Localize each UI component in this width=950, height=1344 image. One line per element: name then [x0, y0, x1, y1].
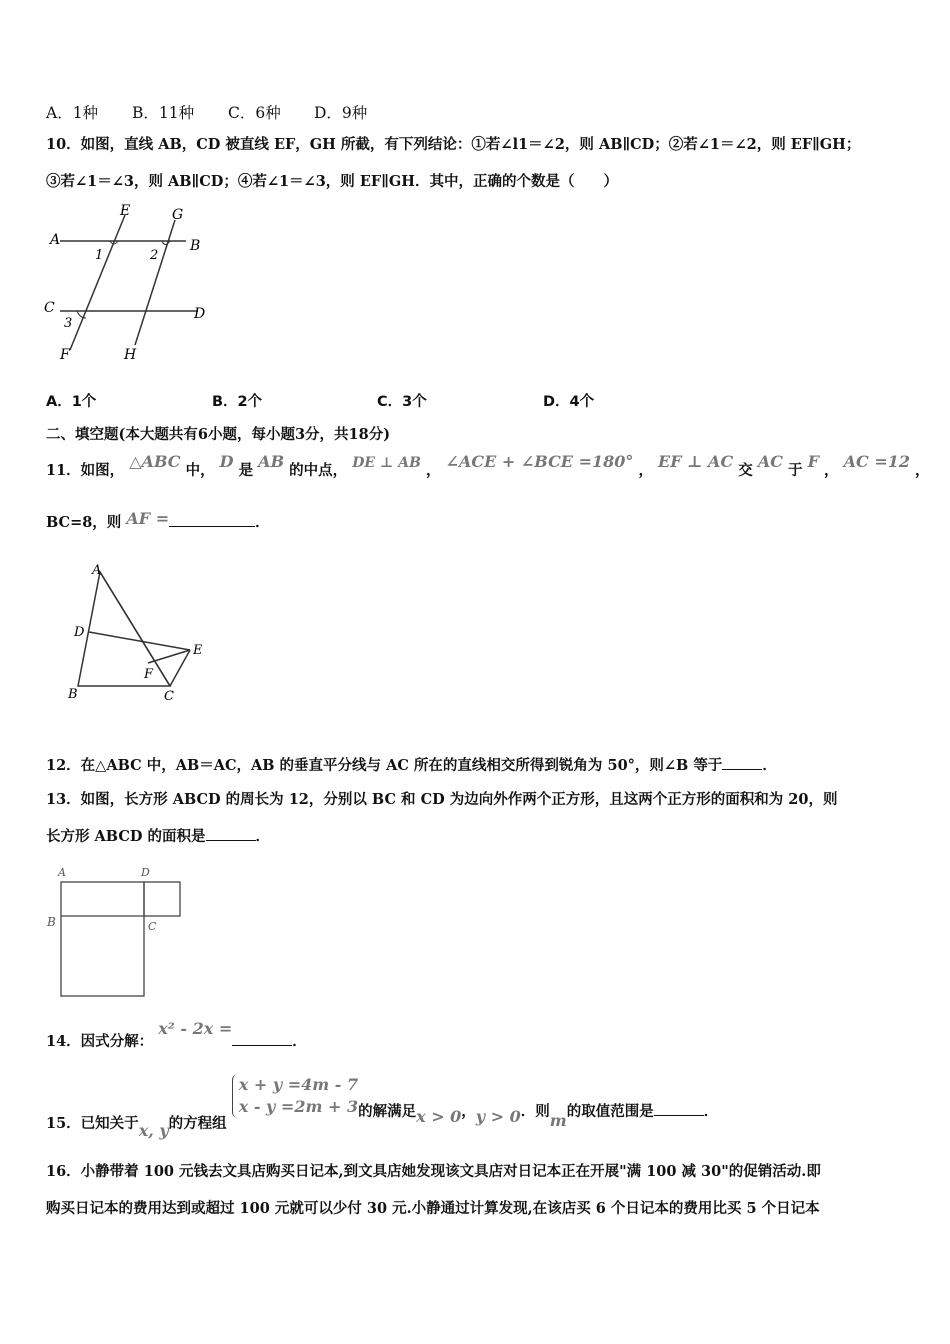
q9-option-d: D．9种: [314, 104, 368, 122]
q11-line1: [46, 452, 930, 482]
q13-text: 长方形 ABCD 的面积是: [46, 828, 206, 845]
q16-line2: 购买日记本的费用达到或超过 100 元就可以少付 30 元.小静通过计算发现,在该店买 6 个日记本的费用比买 5 个日记本: [46, 1200, 820, 1217]
q15-text: ．则: [520, 1103, 550, 1120]
q11-text: BC=8，则: [46, 514, 122, 531]
q15: [46, 1074, 719, 1140]
q16-line1: 16．小静带着 100 元钱去文具店购买日记本,到文具店她发现该文具店对日记本正在开展"满 100 减 30"的促销活动.即: [46, 1163, 821, 1180]
q15-answer-blank[interactable]: [654, 1101, 704, 1116]
label-2: 2: [150, 248, 159, 263]
label-c: C: [164, 689, 174, 704]
q11-text: 中，: [185, 462, 215, 479]
q15-end: ．: [703, 1103, 719, 1120]
q14: [46, 1019, 307, 1053]
q11-math-ac: AC: [757, 452, 783, 471]
q11-text: 是: [238, 462, 254, 479]
q14-answer-blank[interactable]: [232, 1031, 292, 1046]
label-e: E: [193, 643, 203, 658]
q14-text: 14．因式分解：: [46, 1033, 154, 1050]
label-a: A: [58, 866, 66, 879]
label-e: E: [120, 203, 131, 219]
q11-math-ac12: AC =12: [843, 452, 910, 471]
q11-text: ，: [824, 462, 839, 479]
label-g: G: [172, 207, 184, 223]
q10-option-a: A．1个: [46, 394, 97, 410]
q15-math-xy: x, y: [138, 1121, 169, 1140]
label-d: D: [141, 866, 150, 879]
segment-ac: [100, 572, 170, 686]
q15-equation-2: x - y =2m + 3: [238, 1097, 359, 1116]
label-d: D: [194, 306, 206, 322]
q10-option-b: B．2个: [212, 394, 263, 410]
q11-math-ef-perp: EF ⊥ AC: [658, 452, 734, 471]
segment-de: [89, 632, 190, 650]
q11-math-de-perp: DE ⊥ AB: [352, 455, 421, 471]
q11-text: ，: [638, 462, 653, 479]
label-a: A: [92, 563, 102, 578]
q12-text: 12．在△ABC 中，AB＝AC，AB 的垂直平分线与 AC 所在的直线相交所得到锐角为 50°，则∠B 等于: [46, 757, 723, 774]
label-c: C: [44, 300, 55, 316]
q15-equation-1: x + y =4m - 7: [238, 1075, 359, 1094]
large-square-rect: [61, 882, 144, 996]
q12: [46, 755, 777, 777]
q11-math-ab: AB: [258, 452, 285, 471]
q13-end: ．: [255, 828, 270, 845]
label-d: D: [74, 625, 85, 640]
q12-answer-blank[interactable]: [722, 755, 762, 770]
triangle-abc: [78, 572, 170, 686]
q15-math-y: y > 0: [475, 1107, 521, 1126]
q14-math: x² - 2x =: [158, 1019, 233, 1038]
label-1: 1: [95, 248, 104, 263]
q15-equation-system: [232, 1074, 358, 1118]
section-heading: 二、填空题(本大题共有6小题，每小题3分，共18分): [46, 426, 391, 443]
q11-text: 11．如图，: [46, 462, 125, 479]
q11-math-triangle: △ABC: [129, 452, 181, 471]
q11-text: 于: [788, 462, 803, 479]
q11-line2: [46, 511, 270, 534]
q10-figure: [40, 200, 220, 370]
q10-line1: 10．如图，直线 AB，CD 被直线 EF，GH 所截，有下列结论：①若∠l1＝∠2，则 AB∥CD；②若∠1＝∠2，则 EF∥GH；: [46, 136, 861, 153]
q15-text: 的取值范围是: [566, 1103, 654, 1120]
q11-text: ．: [255, 514, 270, 531]
q14-end: ．: [292, 1033, 307, 1050]
label-b: B: [190, 238, 201, 254]
q11-math-f: F: [807, 452, 819, 471]
q11-text: ，: [425, 462, 441, 479]
q11-answer-blank[interactable]: [169, 512, 255, 527]
line-ef: [70, 215, 125, 350]
label-3: 3: [64, 316, 73, 331]
q12-end: ．: [762, 757, 777, 774]
q15-math-m: m: [549, 1111, 567, 1130]
q15-text: 的解满足: [358, 1103, 417, 1120]
label-a: A: [50, 232, 61, 248]
q10-option-c: C．3个: [377, 394, 427, 410]
q11-text: ，: [915, 462, 930, 479]
q13-line2: [46, 826, 270, 848]
q9-option-b: B．11种: [132, 104, 195, 122]
q10-option-d: D．4个: [543, 394, 595, 410]
label-b: B: [68, 687, 78, 702]
q15-math-x: x > 0: [416, 1107, 462, 1126]
q13-line1: 13．如图，长方形 ABCD 的周长为 12，分别以 BC 和 CD 为边向外作两个正方形，且这两个正方形的面积和为 20，则: [46, 791, 838, 808]
q11-text: 的中点，: [289, 462, 348, 479]
q15-text: 15．已知关于: [46, 1115, 139, 1132]
small-square: [144, 882, 180, 916]
line-gh: [135, 220, 175, 345]
q11-math-af: AF =: [126, 509, 170, 528]
label-f: F: [60, 347, 70, 363]
label-b: B: [47, 915, 56, 929]
q9-option-c: C．6种: [228, 104, 281, 122]
label-h: H: [124, 347, 137, 363]
q11-math-d: D: [219, 452, 234, 471]
label-f: F: [144, 667, 154, 682]
q13-answer-blank[interactable]: [206, 826, 256, 841]
q15-text: 的方程组: [168, 1115, 227, 1132]
q11-figure: [60, 558, 220, 708]
label-c: C: [148, 920, 157, 933]
q11-text: 交: [738, 462, 753, 479]
q15-text: ，: [461, 1103, 476, 1120]
q9-option-a: A．1种: [46, 104, 99, 122]
q10-line2: ③若∠1＝∠3，则 AB∥CD；④若∠1＝∠3，则 EF∥GH．其中，正确的个数是（ ）: [46, 173, 618, 190]
q11-math-angles: ∠ACE + ∠BCE =180°: [445, 452, 634, 471]
q13-figure: [44, 860, 194, 1005]
